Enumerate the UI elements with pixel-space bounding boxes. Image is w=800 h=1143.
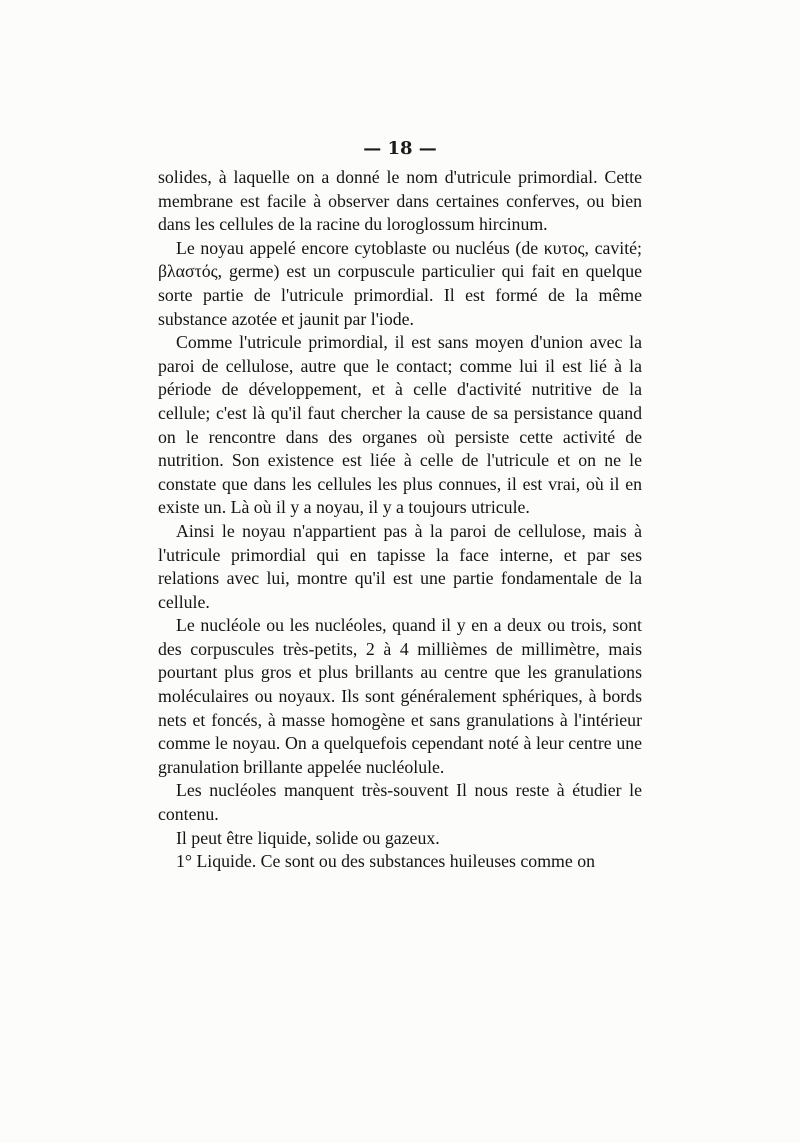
paragraph: Il peut être liquide, solide ou gazeux. (176, 827, 440, 848)
paragraph: Le nucléole ou les nucléoles, quand il y en a deux ou trois, sont des corpuscules très-petits, 2 à 4 millièmes de millimètre, mais pourtant plus gros et plus brillants au centre que les granulations moléculaires ou noyaux. Ils sont généralement sphériques, à bords nets et foncés, à masse homogène et sans granulations à l'intérieur comme le noyau. On a quelquefois cependant noté à leur centre une granulation brillante appelée nucléolule. (158, 615, 642, 777)
page-number: — 18 — (363, 138, 437, 159)
paragraph: Les nucléoles manquent très-souvent Il nous reste à étudier le contenu. (158, 780, 642, 825)
paragraph: Comme l'utricule primordial, il est sans moyen d'union avec la paroi de cellulose, autre que le contact; comme lui il est lié à la période de développement, et à celle d'activité nutritive de la cellule; c'est là qu'il faut chercher la cause de sa persistance quand on le rencontre dans des organes où persiste cette activité de nutrition. Son existence est liée à celle de l'utricule et on ne le constate que dans les cellules les plus connues, il est vrai, où il en existe un. Là où il y a noyau, il y a toujours utricule. (158, 332, 642, 518)
body-text (158, 166, 642, 874)
paragraph: solides, à laquelle on a donné le nom d'utricule primordial. Cette membrane est facile à observer dans certaines conferves, ou bien dans les cellules de la racine du loroglossum hircinum. (158, 167, 642, 235)
paragraph: 1° Liquide. Ce sont ou des substances huileuses comme on (176, 851, 595, 872)
paragraph: Ainsi le noyau n'appartient pas à la paroi de cellulose, mais à l'utricule primordial qui en tapisse la face interne, et par ses relations avec lui, montre qu'il est une partie fondamentale de la cellule. (158, 520, 642, 612)
paragraph: Le noyau appelé encore cytoblaste ou nucléus (de κυτος, cavité; βλαστός, germe) est un corpuscule particulier qui fait en quelque sorte partie de l'utricule primordial. Il est formé de la même substance azotée et jaunit par l'iode. (158, 237, 642, 329)
